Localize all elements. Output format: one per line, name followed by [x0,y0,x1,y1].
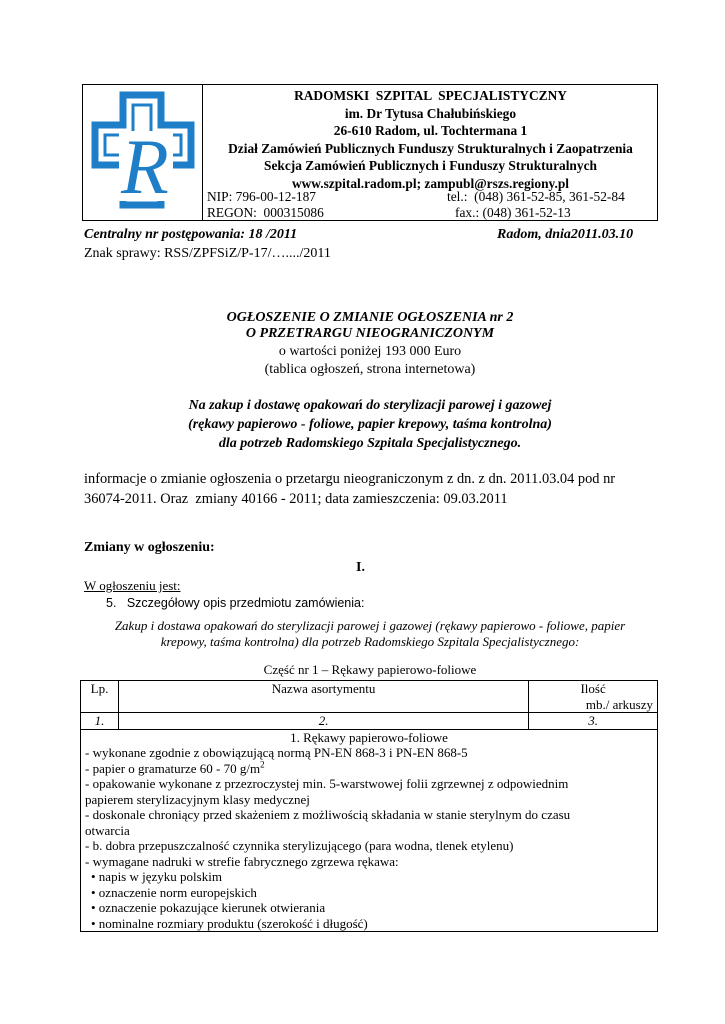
regon-row [207,205,649,221]
spec-line: - wykonane zgodnie z obowiązującą normą PN-EN 868-3 i PN-EN 868-5 [85,745,468,760]
part-title: Część nr 1 – Rękawy papierowo-foliowe [263,662,477,677]
case-number: Centralny nr postępowania: 18 /2011 [84,227,298,242]
logo-cell [83,85,203,220]
info-line-2: 36074-2011. Oraz zmiany 40166 - 2011; data zamieszczenia: 09.03.2011 [84,491,508,507]
col-number-1: 1. [81,713,119,730]
notice-publication: (tablica ogłoszeń, strona internetowa) [264,362,476,377]
spec-line: - doskonale chroniący przed skażeniem z możliwością składania w stanie sterylnym do czasu [85,807,571,822]
spec-line: - wymagane nadruki w strefie fabrycznego zgrzewa rękawa: [85,853,399,869]
hospital-address: 26-610 Radom, ul. Tochtermana 1 [333,123,528,139]
header-qty-1: Ilość [580,681,606,696]
subject-line-3: dla potrzeb Radomskiego Szpitala Specjalistycznego. [218,436,522,451]
table-header-row [81,681,658,713]
subject-line-1: Na zakup i dostawę opakowań do sterylizacji parowej i gazowej [188,398,552,413]
product-title: 1. Rękawy papierowo-foliowe [290,729,448,745]
letterhead-box [82,84,658,221]
description-line-1: Zakup i dostawa opakowań do sterylizacji parowej i gazowej (rękawy papierowo - foliowe, papier [114,618,626,633]
spec-line: - papier o gramaturze 60 - 70 g/m [85,760,261,776]
subject-line-2: (rękawy papierowo - foliowe, papier krepowy, taśma kontrolna) [188,417,552,432]
fax-value: fax.: (048) 361-52-13 [455,205,571,220]
tel-value: tel.: (048) 361-52-85, 361-52-84 [447,189,625,204]
section-name: Sekcja Zamówień Publicznych i Funduszy Strukturalnych [264,158,597,174]
header-qty-2: mb./ arkuszy [585,696,653,712]
col-number-2: 2. [118,713,528,730]
notice-title-1: OGŁOSZENIE O ZMIANIE OGŁOSZENIA nr 2 [226,310,514,325]
info-line-1: informacje o zmianie ogłoszenia o przetargu nieograniczonym z dn. z dn. 2011.03.04 pod nr [84,471,616,487]
reference-number: Znak sprawy: RSS/ZPFSiZ/P-17/…..../2011 [84,246,331,261]
spec-line: papierem sterylizacyjnym klasy medycznej [85,791,310,807]
spec-line-grammage [85,761,653,777]
header-name: Nazwa asortymentu [118,681,528,713]
letterhead-text [204,87,657,193]
superscript: 2 [260,759,265,770]
web-email: www.szpital.radom.pl; zampubl@rszs.regiony.pl [291,175,570,191]
table-row [81,729,658,932]
table-number-row [81,713,658,730]
item-five: 5. Szczegółowy opis przedmiotu zamówienia: [106,596,365,610]
section-roman: I. [356,560,365,575]
spec-bullet: • napis w języku polskim [91,869,222,884]
hospital-name: RADOMSKI SZPITAL SPECJALISTYCZNY [294,88,567,103]
nip-row [207,189,649,205]
nip-value: NIP: 796-00-12-187 [207,189,316,204]
spec-bullet: • oznaczenie pokazujące kierunek otwierania [91,900,326,915]
product-cell [81,729,658,932]
notice-title-2: O PRZETRARGU NIEOGRANICZONYM [245,326,495,341]
changes-heading: Zmiany w ogłoszeniu: [84,540,215,555]
spec-line: - opakowanie wykonane z przezroczystej min. 5-warstwowej folii zgrzewnej z odpowiednim [85,776,569,791]
was-label: W ogłoszeniu jest: [84,578,181,593]
spec-bullet: • nominalne rozmiary produktu (szerokość i długość) [91,915,368,931]
assortment-table [80,680,658,932]
col-number-3: 3. [529,713,658,730]
hospital-logo-icon [89,89,197,217]
description-line-2: krepowy, taśma kontrolna) dla potrzeb Radomskiego Szpitala Specjalistycznego: [160,634,580,649]
logo-letter: R [121,123,169,210]
spec-line: - b. dobra przepuszczalność czynnika sterylizującego (para wodna, tlenek etylenu) [85,838,514,853]
header-lp: Lp. [81,681,119,713]
place-date: Radom, dnia2011.03.10 [497,227,634,242]
spec-bullet: • oznaczenie norm europejskich [91,884,257,900]
regon-value: REGON: 000315086 [207,205,324,220]
notice-value: o wartości poniżej 193 000 Euro [278,344,462,359]
header-qty [529,681,658,713]
spec-line: otwarcia [85,822,130,838]
hospital-patron: im. Dr Tytusa Chałubińskiego [344,105,517,121]
department-name: Dział Zamówień Publicznych Funduszy Strukturalnych i Zaopatrzenia [228,140,633,156]
